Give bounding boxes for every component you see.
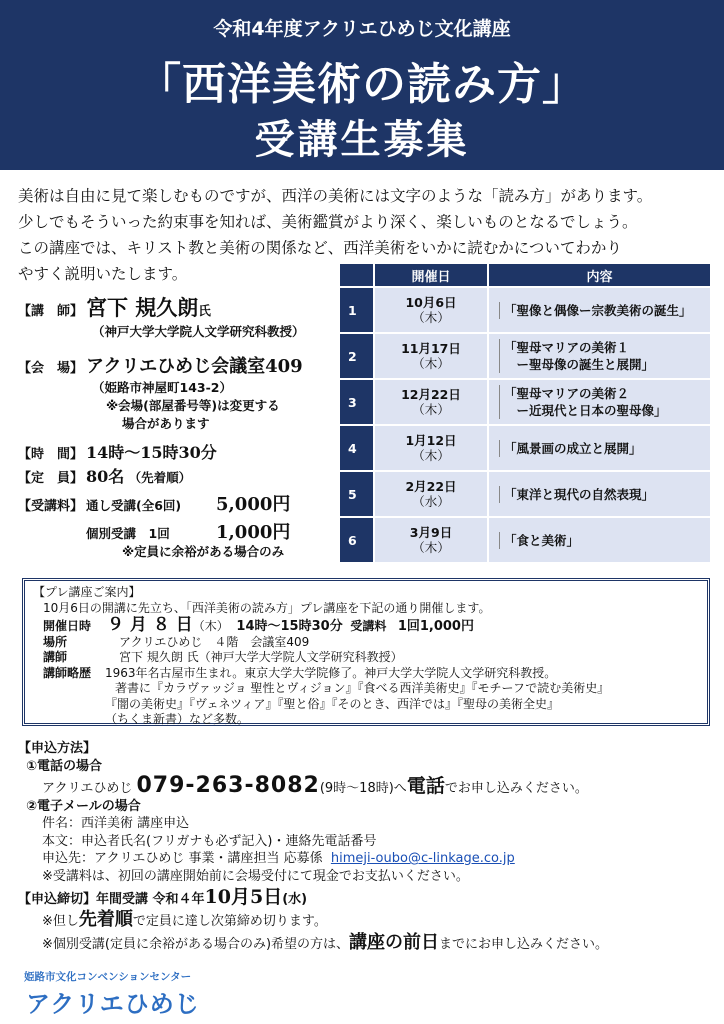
pre-fee-label: 受講料 bbox=[350, 619, 387, 633]
apply-phone-row bbox=[18, 773, 718, 798]
schedule-row bbox=[339, 471, 711, 517]
schedule-row bbox=[339, 287, 711, 333]
pre-bio-line: 著書に『カラヴァッジョ 聖性とヴィジョン』『食べる西洋美術史』『モチーフで読む美術史』 bbox=[115, 681, 610, 695]
pre-date-label: 開催日時 bbox=[43, 619, 92, 633]
session-content bbox=[488, 379, 711, 425]
capacity-label: 【定 員】 bbox=[18, 471, 84, 486]
day-of-week: （木） bbox=[412, 310, 450, 325]
deadline-dow: (水) bbox=[282, 892, 308, 907]
time-section bbox=[18, 440, 217, 463]
date-text: 3月9日 bbox=[409, 525, 453, 540]
venue-name: アクリエひめじ会議室409 bbox=[86, 356, 303, 377]
deadline-note bbox=[18, 908, 718, 931]
session-content bbox=[488, 287, 711, 333]
session-content bbox=[488, 471, 711, 517]
pre-date-row bbox=[33, 615, 699, 635]
header-title: 「西洋美術の読み方」 bbox=[137, 59, 587, 110]
day-of-week: （木） bbox=[412, 540, 450, 555]
schedule-header-content: 内容 bbox=[488, 263, 711, 287]
pre-bio-line: 1963年名古屋市生まれ。東京大学大学院修了。神戸大学大学院人文学研究科教授。 bbox=[105, 665, 557, 680]
note-text: で定員に達し次第締め切ります。 bbox=[132, 913, 327, 929]
pre-intro: 10月6日の開講に先立ち、「西洋美術の読み方」プレ講座を下記の通り開催します。 bbox=[43, 600, 491, 615]
time-label: 【時 間】 bbox=[18, 447, 84, 462]
pre-bio-row bbox=[33, 666, 699, 682]
session-date bbox=[374, 471, 488, 517]
fee-note: ※定員に余裕がある場合のみ bbox=[122, 544, 285, 559]
individual-note bbox=[18, 934, 718, 954]
date-text: 1月12日 bbox=[405, 433, 457, 448]
content-block bbox=[499, 486, 654, 503]
fee-single-label: 個別受講 1回 bbox=[86, 526, 170, 541]
fee-full-label: 通し受講(全6回) bbox=[86, 498, 182, 513]
note-text: ※但し bbox=[42, 913, 79, 929]
session-number: 5 bbox=[339, 471, 374, 517]
note-emphasis: 先着順 bbox=[78, 908, 133, 930]
lecturer-suffix: 氏 bbox=[198, 303, 211, 318]
content-line1: 「聖母マリアの美術２ bbox=[504, 386, 630, 401]
pre-lecturer-row bbox=[33, 650, 699, 666]
day-of-week: （木） bbox=[412, 448, 450, 463]
lecturer-affiliation: （神戸大学大学院人文学研究科教授） bbox=[92, 324, 305, 339]
apply-body: 本文：申込者氏名(フリガナも必ず記入)・連絡先電話番号 bbox=[42, 833, 377, 849]
pre-place-row bbox=[33, 635, 699, 651]
content-line2: ー聖母像の誕生と展開」 bbox=[504, 357, 655, 372]
apply-heading: 【申込方法】 bbox=[18, 741, 97, 756]
capacity-section bbox=[18, 464, 191, 487]
header-title-recruit: 受講生募集 bbox=[254, 117, 470, 163]
phone-org: アクリエひめじ bbox=[42, 781, 133, 796]
content-block bbox=[499, 302, 692, 319]
venue-note: ※会場(部屋番号等)は変更する bbox=[106, 398, 280, 413]
fee-full-price: 5,000円 bbox=[216, 494, 291, 515]
apply-fee-note: ※受講料は、初回の講座開始前に会場受付にて現金でお支払いください。 bbox=[42, 868, 469, 884]
session-number: 1 bbox=[339, 287, 374, 333]
pre-bio-line: 『闇の美術史』『ヴェネツィア』『聖と俗』『そのとき、西洋では』『聖母の美術全史』 bbox=[105, 696, 559, 711]
day-of-week: （水） bbox=[412, 494, 450, 509]
pre-place-label: 場所 bbox=[43, 634, 68, 649]
session-date bbox=[374, 517, 488, 563]
apply-phone-heading: ①電話の場合 bbox=[26, 758, 103, 774]
day-of-week: （木） bbox=[412, 402, 450, 417]
lecturer-section bbox=[18, 292, 305, 340]
venue-note: 場合があります bbox=[122, 416, 210, 431]
content-line1: 「食と美術」 bbox=[504, 532, 580, 548]
phone-word: 電話 bbox=[406, 775, 445, 797]
content-line1: 「風景画の成立と展開」 bbox=[504, 440, 642, 456]
deadline-date: 10月5日 bbox=[204, 886, 283, 908]
pre-bio-label: 講師略歴 bbox=[43, 665, 92, 680]
apply-email-heading: ②電子メールの場合 bbox=[26, 798, 141, 814]
note-emphasis: 講座の前日 bbox=[349, 932, 440, 953]
logo: アクリエひめじ bbox=[26, 990, 200, 1018]
pre-date-value: ９ 月 ８ 日 bbox=[107, 615, 193, 635]
content-block bbox=[499, 440, 642, 457]
session-content bbox=[488, 333, 711, 379]
session-number: 2 bbox=[339, 333, 374, 379]
intro-line: 美術は自由に見て楽しむものですが、西洋の美術には文字のような「読み方」があります。 bbox=[18, 187, 653, 205]
session-date bbox=[374, 287, 488, 333]
lecturer-name: 宮下 規久朗 bbox=[86, 295, 199, 320]
schedule-row bbox=[339, 425, 711, 471]
fee-section bbox=[18, 490, 328, 560]
schedule-row bbox=[339, 333, 711, 379]
session-number: 6 bbox=[339, 517, 374, 563]
content-block bbox=[499, 532, 579, 549]
schedule-row bbox=[339, 517, 711, 563]
schedule-header-num bbox=[339, 263, 374, 287]
note-text: までにお申し込みください。 bbox=[439, 937, 609, 952]
time-value: 14時～15時30分 bbox=[86, 443, 217, 462]
content-line1: 「聖母マリアの美術１ bbox=[504, 340, 630, 355]
fee-single-price: 1,000円 bbox=[216, 522, 291, 543]
pre-bio-line: （ちくま新書）など多数。 bbox=[105, 712, 250, 726]
content-line2: ー近現代と日本の聖母像」 bbox=[504, 403, 667, 418]
intro-line: 少しでもそういった約束事を知れば、美術鑑賞がより深く、楽しいものとなるでしょう。 bbox=[18, 213, 638, 231]
content-block bbox=[499, 339, 654, 373]
pre-heading: 【プレ講座ご案内】 bbox=[33, 585, 141, 599]
venue-label: 【会 場】 bbox=[18, 361, 84, 376]
content-block bbox=[499, 385, 667, 419]
pre-place-value: アクリエひめじ ４階 会議室409 bbox=[119, 634, 310, 649]
date-text: 10月6日 bbox=[405, 295, 457, 310]
venue-section bbox=[18, 352, 303, 432]
day-of-week: （木） bbox=[412, 356, 450, 371]
header-subtitle: 令和4年度アクリエひめじ文化講座 bbox=[213, 18, 511, 40]
schedule-header-date: 開催日 bbox=[374, 263, 488, 287]
content-line1: 「東洋と現代の自然表現」 bbox=[504, 486, 655, 502]
pre-lecturer-value: 宮下 規久朗 氏（神戸大学大学院人文学研究科教授） bbox=[119, 650, 403, 664]
schedule-row bbox=[339, 379, 711, 425]
schedule-header-row bbox=[339, 263, 711, 287]
application-section bbox=[18, 740, 718, 954]
capacity-value: 80名 bbox=[86, 467, 125, 486]
session-content bbox=[488, 425, 711, 471]
pre-lecture-box bbox=[22, 578, 710, 726]
note-text: ※個別受講(定員に余裕がある場合のみ)希望の方は、 bbox=[42, 937, 350, 952]
phone-number[interactable]: 079-263-8082 bbox=[136, 773, 320, 798]
session-number: 4 bbox=[339, 425, 374, 471]
apply-subject: 件名：西洋美術 講座申込 bbox=[42, 816, 190, 831]
fee-label: 【受講料】 bbox=[18, 499, 84, 514]
session-number: 3 bbox=[339, 379, 374, 425]
apply-to-row bbox=[18, 850, 718, 868]
content-line1: 「聖像と偶像ー宗教美術の誕生」 bbox=[504, 302, 692, 318]
phone-hours: (9時～18時)へ bbox=[319, 781, 407, 796]
apply-email-link[interactable]: himeji-oubo@c-linkage.co.jp bbox=[330, 851, 515, 866]
header-banner bbox=[0, 0, 724, 170]
pre-date-dow: （木） bbox=[192, 619, 229, 633]
pre-date-time: 14時～15時30分 bbox=[236, 619, 343, 634]
date-text: 11月17日 bbox=[401, 341, 461, 356]
session-date bbox=[374, 333, 488, 379]
logo-subtitle: 姫路市文化コンベンションセンター bbox=[24, 971, 192, 983]
lecturer-label: 【講 師】 bbox=[18, 304, 84, 319]
intro-line: この講座では、キリスト教と美術の関係など、西洋美術をいかに読むかについてわかり bbox=[18, 239, 622, 257]
session-date bbox=[374, 425, 488, 471]
capacity-note: （先着順） bbox=[128, 470, 192, 485]
schedule-table bbox=[338, 262, 712, 564]
intro-line: やすく説明いたします。 bbox=[18, 265, 188, 283]
deadline-row bbox=[18, 886, 718, 909]
apply-to-label: 申込先：アクリエひめじ 事業・講座担当 応募係 bbox=[42, 851, 323, 866]
pre-lecturer-label: 講師 bbox=[43, 650, 68, 664]
session-date bbox=[374, 379, 488, 425]
date-text: 2月22日 bbox=[405, 479, 457, 494]
venue-address: （姫路市神屋町143-2） bbox=[92, 380, 232, 395]
session-content bbox=[488, 517, 711, 563]
date-text: 12月22日 bbox=[401, 387, 461, 402]
pre-fee-value: 1回1,000円 bbox=[397, 619, 474, 634]
deadline-label: 【申込締切】年間受講 令和４年 bbox=[18, 892, 205, 907]
phone-tail: でお申し込みください。 bbox=[444, 781, 588, 796]
